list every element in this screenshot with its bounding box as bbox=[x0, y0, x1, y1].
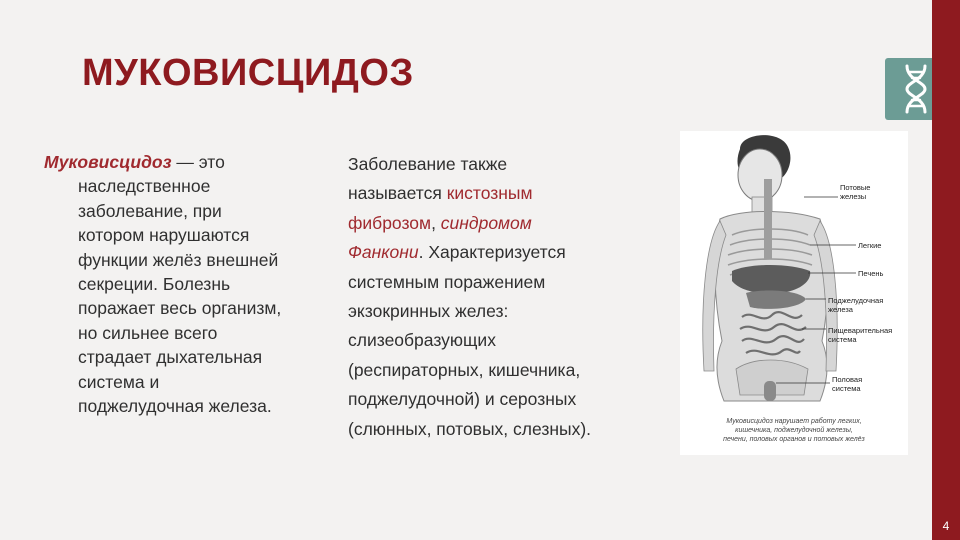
description-line: поджелудочной) и серозных bbox=[348, 389, 577, 410]
description-line: экзокринных желез: bbox=[348, 301, 509, 322]
label-lungs: Легкие bbox=[858, 241, 882, 250]
description-line: (слюнных, потовых, слезных). bbox=[348, 418, 592, 439]
term-fanconi: Фанкони bbox=[348, 242, 419, 263]
term-cystic: кистозным bbox=[446, 183, 533, 204]
body-illustration bbox=[680, 131, 908, 455]
label-liver: Печень bbox=[858, 269, 884, 278]
description-line: слизеобразующих bbox=[348, 330, 496, 351]
label-digestive-system: Пищеварительная система bbox=[828, 326, 893, 344]
definition-term: Муковисцидоз bbox=[44, 152, 172, 172]
description-line: Заболевание также bbox=[348, 154, 508, 174]
definition-first-line: Муковисцидоз — это bbox=[44, 152, 225, 172]
definition-line: функции желёз внешней bbox=[78, 249, 279, 270]
right-accent-bar bbox=[932, 0, 960, 540]
definition-line: страдает дыхательная bbox=[78, 347, 263, 368]
term-syndrome: синдромом bbox=[440, 212, 532, 233]
slide-title: МУКОВИСЦИДОЗ bbox=[82, 52, 414, 94]
definition-text bbox=[44, 150, 334, 418]
label-pancreas: Поджелудочная железа bbox=[828, 296, 884, 314]
label-sweat-glands: Потовые железы bbox=[840, 183, 871, 201]
definition-line: заболевание, при bbox=[78, 200, 222, 221]
anatomy-figure bbox=[680, 131, 908, 455]
definition-line: котором нарушаются bbox=[78, 225, 250, 246]
figure-caption: Муковисцидоз нарушает работу легких, кишечника, поджелудочной железы, печени, половых органов и потовых желёз bbox=[723, 418, 865, 443]
description-line: системным поражением bbox=[348, 271, 546, 292]
label-genital-system: Половая система bbox=[832, 375, 863, 393]
definition-line: секреции. Болезнь bbox=[78, 274, 231, 295]
term-fibrosis: фиброзом bbox=[348, 212, 432, 233]
definition-line: система и bbox=[78, 371, 160, 392]
description-line: Фанкони. Характеризуется bbox=[348, 242, 566, 263]
definition-line: поражает весь организм, bbox=[78, 298, 282, 319]
page-number: 4 bbox=[942, 519, 950, 533]
description-line: (респираторных, кишечника, bbox=[348, 359, 581, 380]
description-text bbox=[348, 150, 648, 444]
definition-line: поджелудочная железа. bbox=[78, 396, 272, 417]
description-line: фиброзом, синдромом bbox=[348, 212, 532, 233]
description-line: называется кистозным bbox=[348, 183, 533, 204]
definition-line: наследственное bbox=[78, 176, 211, 197]
definition-line: но сильнее всего bbox=[78, 322, 218, 343]
